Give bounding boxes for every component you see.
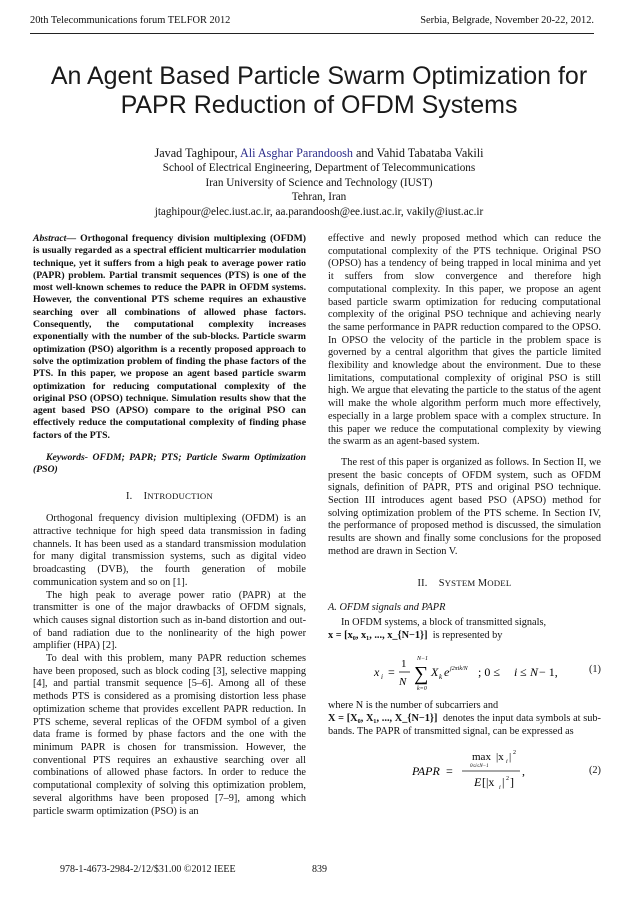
svg-text:=: = <box>446 763 453 778</box>
running-head-left: 20th Telecommunications forum TELFOR 2012 <box>30 15 231 26</box>
intro-paragraph-5: The rest of this paper is organized as follows. In Section II, we present the basic concepts of OFDM system, such as OFDM signals, definition of PAPR, PTS and original PSO technique. Section III introduces agent based PSO (APSO) method for solving optimization problem of the PTS scheme. In Section IV, the performance of proposed method is discussed, the simulation results are shown and finally some conclusions for the proposed method are drawn in Section V. <box>328 456 601 557</box>
text-run: In OFDM systems, a block of transmitted signals, <box>341 616 547 628</box>
svg-text:N: N <box>399 676 407 689</box>
intro-paragraph-3: To deal with this problem, many PAPR reduction schemes have been proposed, such as block coding [3], selective mapping [4], and partial transmit sequence [5–6]. Among all of these methods PTS is considered as a promising distortion less phase optimization scheme that provides excellent PAPR reduction. In PTS scheme, several replicas of the OFDM symbol of a given data frame is formed by phase factors and the one with the minimum PAPR is chosen for transmission. However, the conventional PTS requires an exhaustive searching over all combinations of allowed phase factors. In order to reduce the computational complexity of solving this optimization problem, several algorithms have been proposed [7–9], among which particle swarm optimization (PSO) is an <box>33 653 306 817</box>
section-title-initial: I <box>143 490 148 502</box>
equation-2-number: (2) <box>588 764 601 776</box>
section-title-part: YSTEM <box>444 577 478 588</box>
section-heading-system-model <box>328 577 601 591</box>
subsection-heading-a: A. OFDM signals and PAPR <box>328 602 446 614</box>
svg-text:N: N <box>530 665 539 680</box>
abstract-text: — Orthogonal frequency division multiplexing (OFDM) is usually regarded as a spectral efficient multicarrier modulation technique, yet it suffers from a high peak to average power ratio (PAPR) problem. Partial transmit sequences (PTS) is one of the most well-known schemes to reduce the PAPR in OFDM systems. However, the conventional PTS scheme requires an exhaustive searching over all combinations of allowed phase factors. Consequently, the computational complexity increases exponentially with the number of the sub-blocks. Particle swarm optimization (PSO) algorithm is a recently proposed approach to solve the optimization problem of finding the phase factors of the PTS. In this paper, we propose an agent based particle swarm optimization for reducing computational complexity of the original PSO (OPSO) technique. Simulation results show that the agent based PSO (APSO) compare to the original PSO can effectively reduce the computational complexity of finding phase factors of the PTS. <box>33 233 306 441</box>
svg-text:|: | <box>509 750 512 763</box>
author-separator: , <box>234 146 240 160</box>
paper-title <box>40 62 598 120</box>
svg-text:max: max <box>472 750 491 763</box>
text-run: is represented by <box>432 629 503 641</box>
author-emails: jtaghipour@elec.iust.ac.ir, aa.parandoosh@ee.iust.ac.ir, vakily@iust.ac.ir <box>154 205 484 218</box>
svg-text:2: 2 <box>513 749 516 756</box>
svg-text:≤: ≤ <box>520 665 527 680</box>
section-number: II. <box>417 577 428 589</box>
title-line-2: PAPR Reduction of OFDM Systems <box>120 91 518 119</box>
svg-text:N−1: N−1 <box>417 656 429 663</box>
author-2: Ali Asghar Parandoosh <box>239 146 353 160</box>
intro-paragraph-1: Orthogonal frequency division multiplexing (OFDM) is an attractive technique for high speed data transmission in fading channels. It has been used as a standard transmission modulation for many digital transmission systems, such as digital video broadcasting (DVB), the fourth generation of mobile communication system and so on [1]. <box>33 513 306 588</box>
svg-text:k: k <box>439 673 443 682</box>
running-head <box>30 14 594 28</box>
svg-text:PAPR: PAPR <box>412 763 440 778</box>
author-list <box>40 145 598 161</box>
system-model-paragraph-2 <box>328 700 601 738</box>
affiliation-city: Tehran, Iran <box>291 191 347 203</box>
right-column <box>328 233 601 803</box>
page-number: 839 <box>312 864 327 875</box>
abstract-label: Abstract <box>33 233 67 244</box>
svg-text:E: E <box>474 774 482 789</box>
affiliation-line-1: School of Electrical Engineering, Department of Telecommunications <box>162 162 476 174</box>
svg-text:]: ] <box>510 774 514 789</box>
section-title-rest: ODEL <box>487 577 512 588</box>
svg-text:2: 2 <box>506 775 509 782</box>
equation-1-formula <box>328 648 558 694</box>
svg-text:X: X <box>431 665 439 680</box>
intro-paragraph-4: effective and newly proposed method which can reduce the computational complexity of the PTS technique. Original PSO (OPSO) has a tendency of being trapped in local minima and yet it suffers from slow convergence and therefore high computational complexity. In this paper, we propose an agent based particle swarm optimization for reducing computational complexity of the original PSO technique and achieving nearly the same performance in PAPR reduction compared to the OPSO. In OPSO the velocity of the particle in the problem space is governed by a central algorithm that gives the particle limited flexibility and knowledge about the environment. Due to these limitations, computational complexity of original PSO is still high. We argue that elevating the particle to the status of the agent will make the whole algorithm perform much more effectively, especially in a large problem space with a complex structure. In this paper we reduce the computational complexity by viewing the swarm as an agent-based system. <box>328 233 601 448</box>
equation-1-number: (1) <box>588 664 601 676</box>
section-heading-introduction <box>33 490 306 504</box>
svg-text:x: x <box>374 665 380 680</box>
svg-text:− 1,: − 1, <box>539 665 558 680</box>
affiliation-line-2: Iran University of Science and Technology (IUST) <box>205 176 433 189</box>
running-head-right: Serbia, Belgrade, November 20-22, 2012. <box>420 15 594 26</box>
equation-2-formula <box>328 745 558 797</box>
svg-text:[|x: [|x <box>482 774 495 789</box>
equation-2 <box>328 745 601 797</box>
copyright-code: 978-1-4673-2984-2/12/$31.00 ©2012 IEEE <box>60 864 236 875</box>
svg-text:k=0: k=0 <box>417 686 427 693</box>
text-run: where N is the number of subcarriers and <box>328 700 499 712</box>
section-title-initial: M <box>477 577 488 589</box>
text-run: denotes the input data symbols at sub-bands. The PAPR of transmitted signal, can be expressed as <box>328 713 601 737</box>
author-separator: and <box>353 146 377 160</box>
system-model-paragraph-1 <box>328 617 601 642</box>
inline-equation-x: x = [x₀, x₁, ..., x_{N−1}] <box>328 629 428 641</box>
svg-text:i: i <box>506 758 508 765</box>
author-3: Vahid Tabataba Vakili <box>376 146 484 160</box>
svg-text:0≤i≤N−1: 0≤i≤N−1 <box>470 763 489 769</box>
section-title-rest: NTRODUCTION <box>147 490 213 501</box>
header-rule <box>30 33 594 34</box>
intro-paragraph-2: The high peak to average power ratio (PAPR) at the transmitter is one of the major drawbacks of OFDM signals, which causes signal distortion such as in-band distortion and out-of band radiation due to the nonlinearity of the high power amplifier (HPA) [2]. <box>33 589 306 652</box>
inline-equation-X: X = [X₀, X₁, ..., X_{N−1}] <box>328 713 438 725</box>
abstract <box>33 233 306 442</box>
equation-1 <box>328 648 601 694</box>
svg-text:i: i <box>381 673 383 682</box>
section-number: I. <box>126 490 133 502</box>
svg-text:|: | <box>502 774 505 789</box>
svg-text:1: 1 <box>401 658 407 671</box>
section-title-initial: S <box>438 577 445 589</box>
author-1: Javad Taghipour <box>154 146 235 160</box>
title-line-1: An Agent Based Particle Swarm Optimization for <box>50 62 588 90</box>
svg-text:j2πik/N: j2πik/N <box>450 666 468 673</box>
svg-text:|x: |x <box>496 750 504 763</box>
svg-text:i: i <box>499 784 501 791</box>
svg-text:∑: ∑ <box>414 663 429 686</box>
author-block <box>40 145 598 219</box>
svg-text:; 0 ≤: ; 0 ≤ <box>478 665 500 680</box>
svg-text:=: = <box>388 665 395 680</box>
svg-text:e: e <box>444 665 450 680</box>
svg-text:i: i <box>514 665 518 680</box>
keywords: Keywords- OFDM; PAPR; PTS; Particle Swarm Optimization (PSO) <box>33 452 306 476</box>
left-column <box>33 233 306 818</box>
svg-text:,: , <box>522 763 525 778</box>
